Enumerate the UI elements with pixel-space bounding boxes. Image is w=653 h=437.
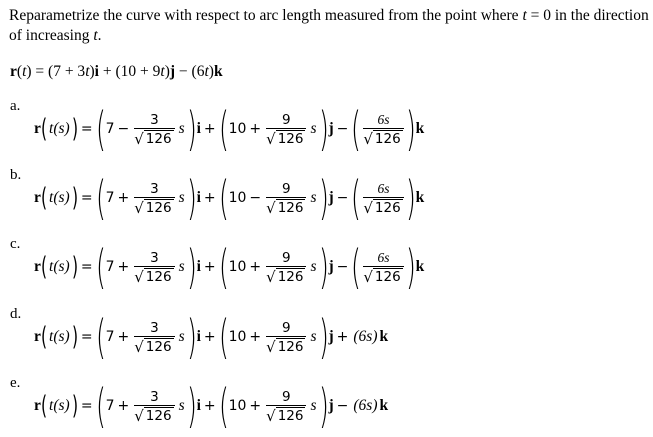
fraction-denominator	[134, 336, 174, 355]
variable-s: s	[178, 328, 185, 345]
operator: +	[117, 329, 130, 345]
fraction-numerator: 9	[282, 388, 291, 405]
constant: 7	[105, 329, 115, 345]
constant: 10	[228, 329, 247, 345]
param-ts: t(s)	[49, 120, 70, 137]
radicand: 126	[277, 130, 304, 147]
operator: +	[249, 329, 262, 345]
vector-r: r	[34, 189, 41, 206]
fraction-numerator: 3	[150, 180, 159, 197]
radicand: 126	[145, 199, 172, 216]
operator: +	[336, 329, 349, 345]
fraction-denominator	[266, 266, 306, 285]
operator: +	[117, 259, 130, 275]
option-letter: e.	[10, 375, 21, 391]
paren-right: )	[71, 391, 78, 421]
unit-i: i	[196, 120, 201, 137]
option-d[interactable]	[0, 306, 653, 366]
option-letter: c.	[10, 236, 21, 252]
paren-right: )	[405, 171, 416, 225]
paren-right: )	[186, 379, 197, 433]
option-equation	[34, 240, 425, 294]
option-equation	[34, 102, 425, 156]
paren-left: (	[40, 114, 48, 144]
operator: +	[203, 329, 216, 345]
paren-right: )	[318, 379, 329, 433]
option-e[interactable]	[0, 375, 653, 435]
paren-left: (	[351, 102, 362, 156]
variable-s: s	[310, 328, 317, 345]
variable-s: s	[178, 258, 185, 275]
fraction-denominator	[363, 197, 403, 216]
fraction-denominator	[266, 128, 306, 147]
variable-s: s	[178, 120, 185, 137]
paren-left: (	[40, 391, 48, 421]
fraction-denominator	[266, 336, 306, 355]
variable-s: s	[310, 189, 317, 206]
radicand: 126	[277, 407, 304, 424]
equals-sign: =	[80, 259, 93, 275]
unit-j: j	[328, 397, 334, 414]
paren-right: )	[318, 310, 329, 364]
paren-right: )	[71, 252, 78, 282]
sqrt-sign: √	[266, 267, 276, 286]
operator: +	[249, 259, 262, 275]
fraction-numerator: 3	[150, 249, 159, 266]
paren-left: (	[95, 240, 106, 294]
paren-left: (	[218, 171, 229, 225]
paren-left: (	[40, 252, 48, 282]
paren-left: (	[351, 171, 362, 225]
fraction-numerator: 3	[150, 319, 159, 336]
paren-right: )	[318, 171, 329, 225]
fraction-numerator: 6s	[377, 249, 390, 265]
constant: 10	[228, 190, 247, 206]
constant: 10	[228, 259, 247, 275]
k-term: (6s)	[353, 328, 378, 345]
operator: −	[336, 190, 349, 206]
fraction-j	[266, 250, 306, 285]
paren-left: (	[218, 102, 229, 156]
fraction-i	[134, 389, 174, 424]
paren-right: )	[186, 240, 197, 294]
option-equation	[34, 379, 389, 433]
fraction-denominator	[363, 266, 403, 285]
radicand: 126	[145, 407, 172, 424]
unit-k: k	[415, 120, 425, 137]
operator: +	[203, 190, 216, 206]
paren-left: (	[218, 240, 229, 294]
fraction-denominator	[266, 405, 306, 424]
fraction-numerator: 6s	[377, 111, 390, 127]
paren-left: (	[95, 171, 106, 225]
operator: +	[203, 259, 216, 275]
operator: −	[336, 121, 349, 137]
param-ts: t(s)	[49, 258, 70, 275]
vector-r: r	[34, 397, 41, 414]
paren-left: (	[95, 379, 106, 433]
unit-j: j	[328, 258, 334, 275]
sqrt-sign: √	[134, 406, 144, 425]
vector-r: r	[34, 328, 41, 345]
constant: 7	[105, 190, 115, 206]
fraction-j	[266, 181, 306, 216]
sqrt-sign: √	[134, 337, 144, 356]
fraction-i	[134, 320, 174, 355]
fraction-j	[266, 320, 306, 355]
paren-left: (	[95, 102, 106, 156]
unit-j: j	[328, 189, 334, 206]
option-b[interactable]	[0, 167, 653, 227]
paren-right: )	[71, 183, 78, 213]
fraction-i	[134, 112, 174, 147]
radicand: 126	[145, 338, 172, 355]
paren-right: )	[186, 310, 197, 364]
fraction-numerator: 9	[282, 111, 291, 128]
fraction-denominator	[134, 266, 174, 285]
fraction-numerator: 3	[150, 111, 159, 128]
param-ts: t(s)	[49, 397, 70, 414]
operator: +	[203, 121, 216, 137]
paren-left: (	[351, 240, 362, 294]
fraction-denominator	[363, 128, 403, 147]
variable-s: s	[310, 397, 317, 414]
operator: −	[249, 190, 262, 206]
radicand: 126	[374, 130, 401, 147]
param-ts: t(s)	[49, 328, 70, 345]
paren-left: (	[95, 310, 106, 364]
operator: −	[117, 121, 130, 137]
sqrt-sign: √	[266, 198, 276, 217]
k-term: (6s)	[353, 397, 378, 414]
option-equation	[34, 310, 389, 364]
equals-sign: =	[80, 329, 93, 345]
sqrt-sign: √	[134, 198, 144, 217]
constant: 10	[228, 398, 247, 414]
fraction-k	[363, 112, 403, 147]
sqrt-sign: √	[266, 129, 276, 148]
radicand: 126	[277, 199, 304, 216]
radicand: 126	[145, 130, 172, 147]
fraction-numerator: 9	[282, 319, 291, 336]
radicand: 126	[277, 268, 304, 285]
operator: +	[203, 398, 216, 414]
sqrt-sign: √	[266, 337, 276, 356]
paren-left: (	[40, 322, 48, 352]
operator: +	[249, 398, 262, 414]
option-c[interactable]	[0, 236, 653, 296]
equals-sign: =	[80, 121, 93, 137]
unit-i: i	[196, 258, 201, 275]
paren-left: (	[218, 310, 229, 364]
option-a[interactable]	[0, 98, 653, 158]
constant: 10	[228, 121, 247, 137]
fraction-j	[266, 112, 306, 147]
operator: −	[336, 259, 349, 275]
equals-sign: =	[80, 190, 93, 206]
operator: +	[249, 121, 262, 137]
paren-right: )	[186, 171, 197, 225]
paren-right: )	[405, 240, 416, 294]
fraction-numerator: 6s	[377, 180, 390, 196]
fraction-denominator	[266, 197, 306, 216]
constant: 7	[105, 259, 115, 275]
option-letter: a.	[10, 98, 21, 114]
sqrt-sign: √	[134, 129, 144, 148]
radicand: 126	[374, 268, 401, 285]
sqrt-sign: √	[363, 198, 373, 217]
sqrt-sign: √	[363, 129, 373, 148]
paren-right: )	[71, 322, 78, 352]
fraction-k	[363, 181, 403, 216]
option-equation	[34, 171, 425, 225]
sqrt-sign: √	[266, 406, 276, 425]
fraction-i	[134, 181, 174, 216]
variable-s: s	[178, 397, 185, 414]
fraction-numerator: 9	[282, 249, 291, 266]
unit-i: i	[196, 189, 201, 206]
fraction-denominator	[134, 128, 174, 147]
unit-k: k	[379, 397, 389, 414]
unit-k: k	[379, 328, 389, 345]
unit-k: k	[415, 258, 425, 275]
variable-s: s	[310, 258, 317, 275]
constant: 7	[105, 398, 115, 414]
sqrt-sign: √	[363, 267, 373, 286]
unit-i: i	[196, 328, 201, 345]
paren-left: (	[40, 183, 48, 213]
option-letter: d.	[10, 306, 22, 322]
paren-right: )	[318, 240, 329, 294]
fraction-k	[363, 250, 403, 285]
fraction-i	[134, 250, 174, 285]
paren-right: )	[318, 102, 329, 156]
question-text: Reparametrize the curve with respect to arc length measured from the point where t = 0 in the direction of increasing t.	[9, 7, 649, 44]
fraction-numerator: 9	[282, 180, 291, 197]
variable-s: s	[310, 120, 317, 137]
fraction-numerator: 3	[150, 388, 159, 405]
operator: +	[117, 398, 130, 414]
paren-left: (	[218, 379, 229, 433]
vector-r: r	[34, 258, 41, 275]
radicand: 126	[277, 338, 304, 355]
fraction-j	[266, 389, 306, 424]
unit-j: j	[328, 328, 334, 345]
curve-equation: r(t) = (7 + 3t)i + (10 + 9t)j − (6t)k	[10, 63, 223, 80]
unit-i: i	[196, 397, 201, 414]
unit-k: k	[415, 189, 425, 206]
unit-j: j	[328, 120, 334, 137]
radicand: 126	[145, 268, 172, 285]
sqrt-sign: √	[134, 267, 144, 286]
operator: −	[336, 398, 349, 414]
operator: +	[117, 190, 130, 206]
variable-s: s	[178, 189, 185, 206]
option-letter: b.	[10, 167, 22, 183]
constant: 7	[105, 121, 115, 137]
paren-right: )	[71, 114, 78, 144]
param-ts: t(s)	[49, 189, 70, 206]
fraction-denominator	[134, 405, 174, 424]
paren-right: )	[405, 102, 416, 156]
fraction-denominator	[134, 197, 174, 216]
paren-right: )	[186, 102, 197, 156]
equals-sign: =	[80, 398, 93, 414]
vector-r: r	[34, 120, 41, 137]
radicand: 126	[374, 199, 401, 216]
